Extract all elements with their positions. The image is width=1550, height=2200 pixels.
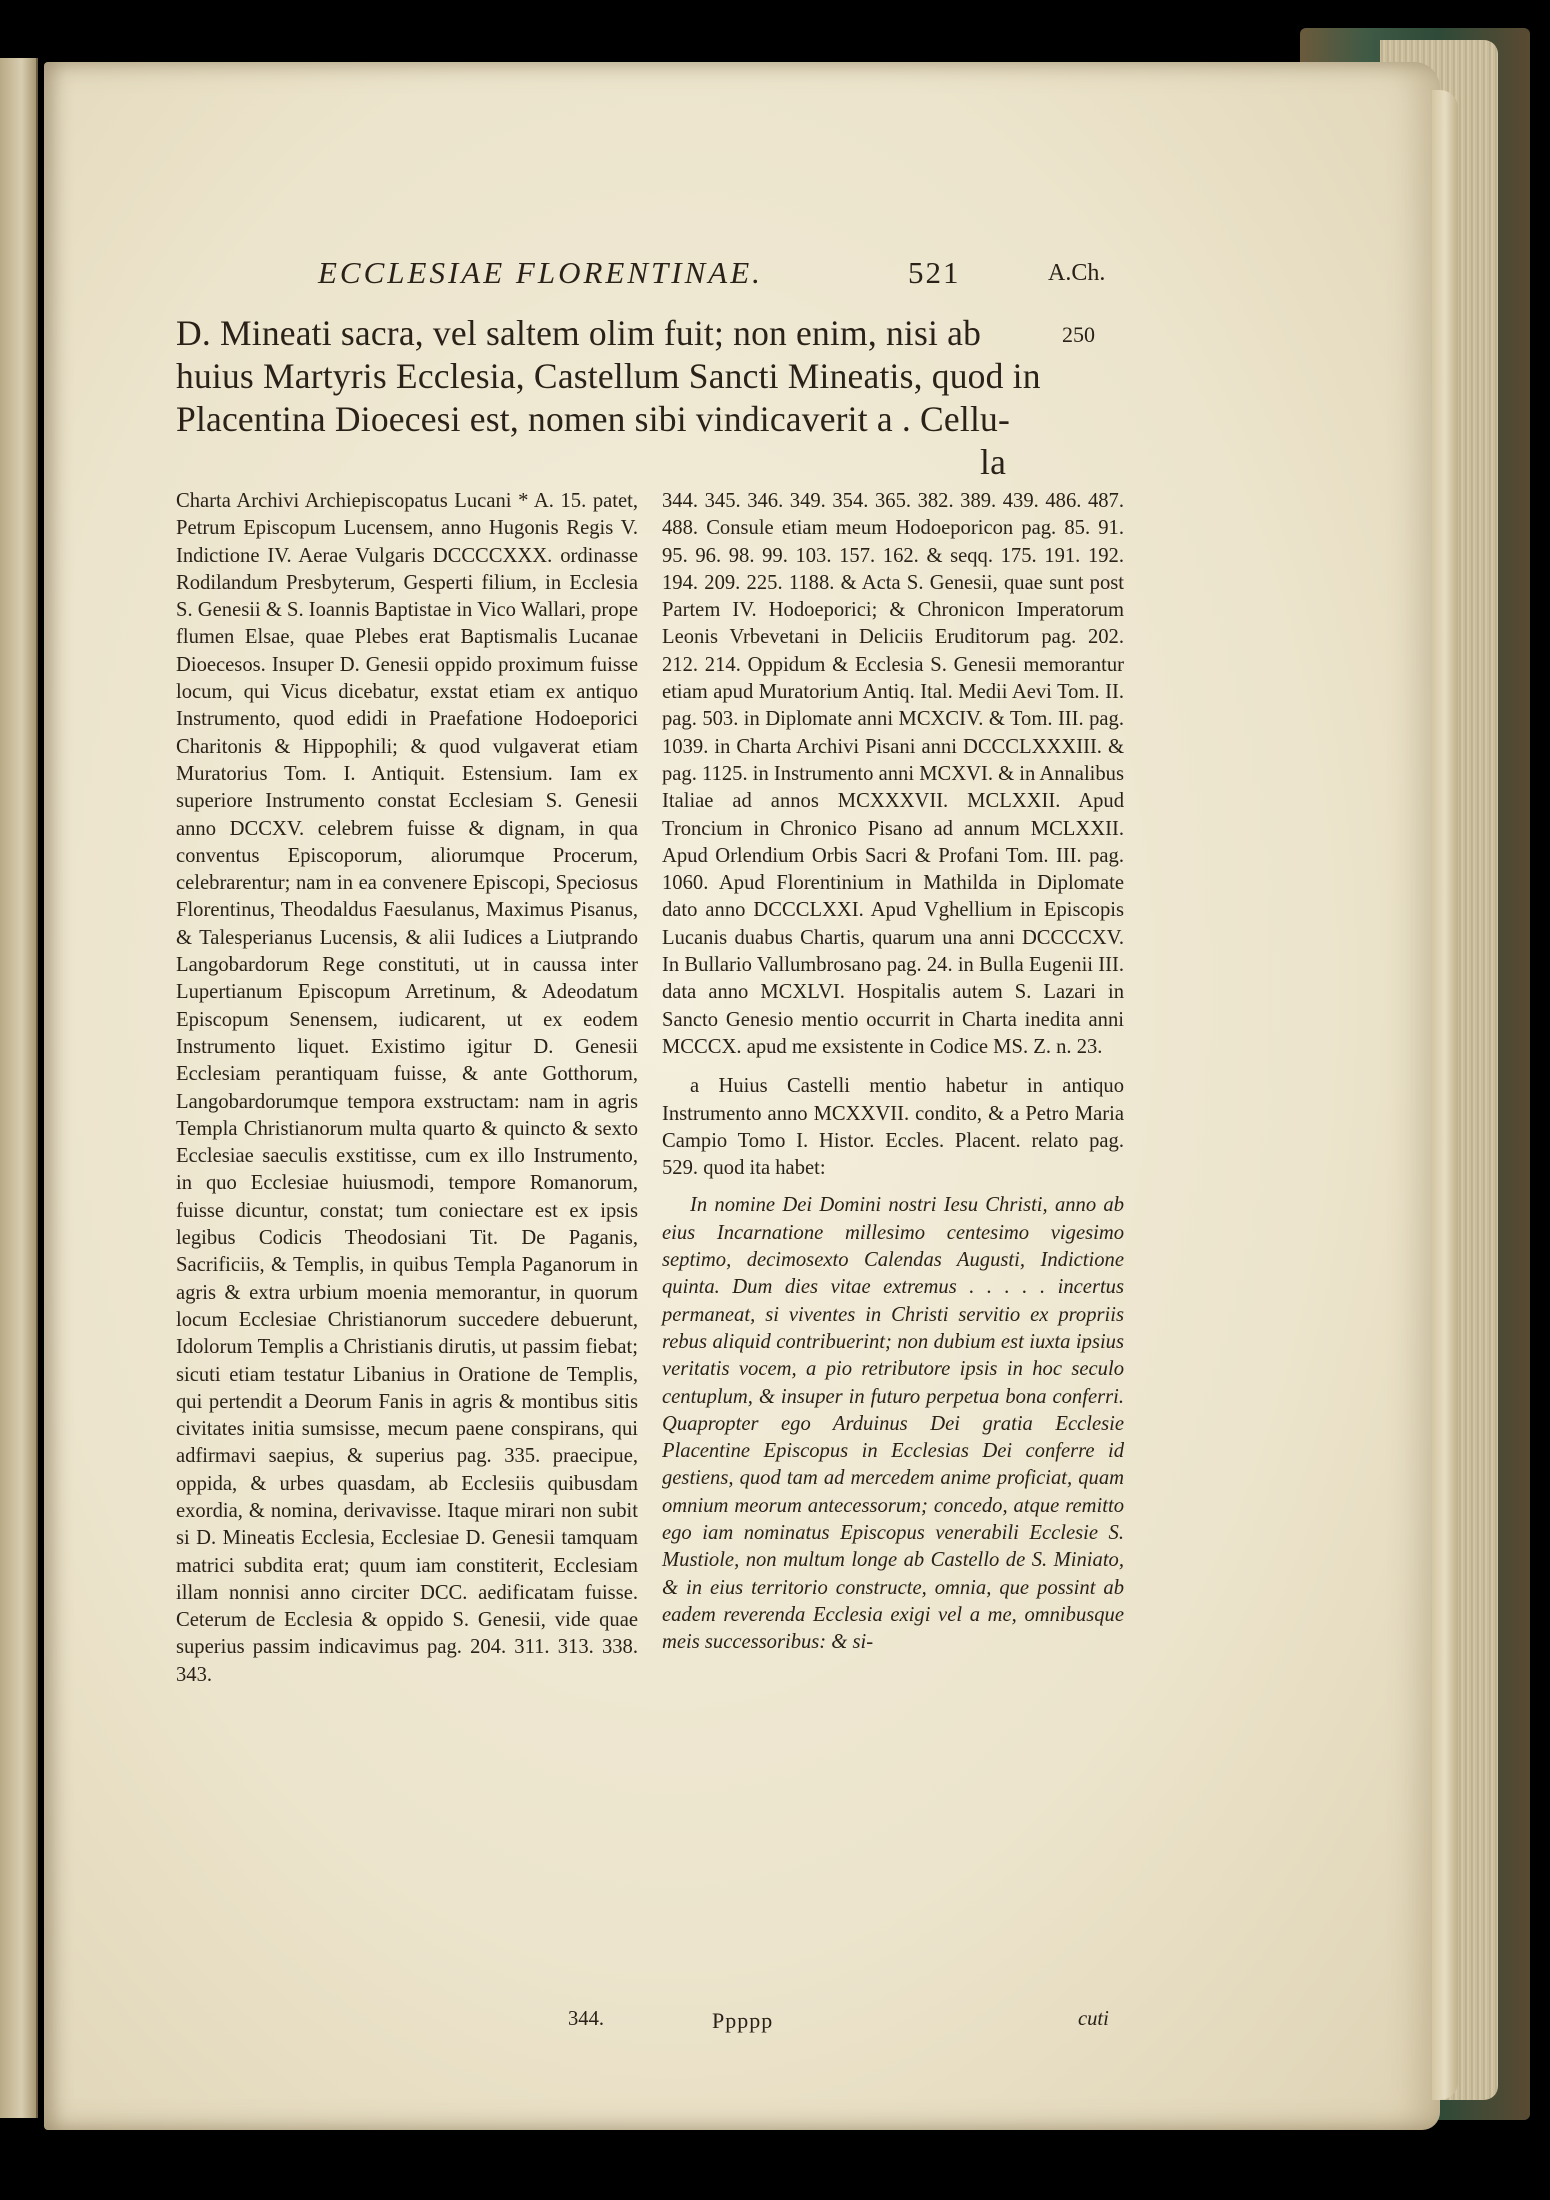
- signature-mark: Ppppp: [712, 2008, 774, 2033]
- left-column-text: Charta Archivi Archiepiscopatus Lucani * A. 15. patet, Petrum Episcopum Lucensem, anno Hugonis Regis V. Indictione IV. Aerae Vulgaris DCCCCXXX. ordinasse Rodilandum Presbyterum, Gesperti filium, in Ecclesia S. Genesii & S. Ioannis Baptistae in Vico Wallari, prope flumen Elsae, quae Plebes erat Baptismalis Lucanae Dioecesos. Insuper D. Genesii oppido proximum fuisse locum, qui Vicus dicebatur, exstat etiam ex antiquo Instrumento, quod edidi in Praefatione Hodoeporici Charitonis & Hippophili; & quod vulgaverat etiam Muratorius Tom. I. Antiquit. Estensium. Iam ex superiore Instrumento constat Ecclesiam S. Genesii anno DCCXV. celebrem fuisse & dignam, in qua conventus Episcoporum, aliorumque Procerum, celebrarentur; nam in ea convenere Episcopi, Speciosus Florentinus, Theodaldus Faesulanus, Maximus Pisanus, & Talesperianus Lucensis, & alii Iudices a Liutprando Langobardorum Rege constituti, ut in caussa inter Lupertianum Episcopum Arretinum, & Adeodatum Episcopum Senensem, iudicarent, ut ex eodem Instrumento liquet. Existimo igitur D. Genesii Ecclesiam perantiquam fuisse, & ante Gotthorum, Langobardorumque tempora exstructam: nam in agris Templa Christianorum multa quarto & quincto & sexto Ecclesiae saeculis exstitisse, cum ex illo Instrumento, in quo Ecclesiae huiusmodi, tempore Romanorum, fuisse dicuntur, constat; tum coniectare est ex ipsis legibus Codicis Theodosiani Tit. De Paganis, Sacrificiis, & Templis, in quibus Templa Paganorum in agris & extra urbium moenia memorantur, in quorum locum Ecclesiae Christianorum succedere debuerunt, Idolorum Templis a Christianis dirutis, ut passim fiebat; sicuti etiam testatur Libanius in Oratione de Templis, qui pertendit a Deorum Fanis in agris & montibus sitis civitates initia sumsisse, mecum paene conspirans, qui adfirmavi saepius, & superius pag. 335. praecipue, oppida, & urbes quasdam, ab Ecclesiis quibusdam exordia, & nomina, derivavisse. Itaque mirari non subit si D. Mineatis Ecclesia, Ecclesiae D. Genesii tamquam matrici subdita erat; quum iam constiterit, Ecclesiam illam nonnisi anno circiter DCC. aedificatam fuisse. Ceterum de Ecclesia & oppido S. Genesii, vide quae superius passim indicavimus pag. 204. 311. 313. 338. 343.: [176, 490, 638, 1686]
- page-curl: [1432, 90, 1458, 2100]
- main-catchword: la: [980, 442, 1007, 482]
- right-catchword: cuti: [1078, 2008, 1109, 2030]
- main-line: D. Mineati sacra, vel saltem olim fuit; non enim, nisi ab: [176, 313, 982, 353]
- running-head: [318, 255, 1178, 299]
- footnote-right-column: [662, 488, 1124, 1656]
- main-line: huius Martyris Ecclesia, Castellum Sancti Mineatis, quod in: [176, 356, 1041, 396]
- era-label: A.Ch.: [1048, 260, 1106, 286]
- right-column-paragraph: 344. 345. 346. 349. 354. 365. 382. 389. 439. 486. 487. 488. Consule etiam meum Hodoeporicon pag. 85. 91. 95. 96. 98. 99. 103. 157. 162. & seqq. 175. 191. 192. 194. 209. 225. 1188. & Acta S. Genesii, quae sunt post Partem IV. Hodoeporici; & Chronicon Imperatorum Leonis Vrbevetani in Deliciis Eruditorum pag. 202. 212. 214. Oppidum & Ecclesia S. Genesii memorantur etiam apud Muratorium Antiq. Ital. Medii Aevi Tom. II. pag. 503. in Diplomate anni MCXCIV. & Tom. III. pag. 1039. in Charta Archivi Pisani anni DCCCLXXXIII. & pag. 1125. in Instrumento anni MCXVI. & in Annalibus Italiae ad annos MCXXXVII. MCLXXII. Apud Troncium in Chronico Pisano ad annum MCLXXII. Apud Orlendium Orbis Sacri & Profani Tom. III. pag. 1060. Apud Florentinium in Mathilda in Diplomate dato anno DCCCLXXI. Apud Vghellium in Episcopis Lucanis duabus Chartis, quarum una anni DCCCCXV. In Bullario Vallumbrosano pag. 24. in Bulla Eugenii III. data anno MCXLVI. Hospitalis autem S. Lazari in Sancto Genesio mentio occurrit in Charta inedita anni MCCCX. apud me exsistente in Codice MS. Z. n. 23.: [662, 490, 1124, 1058]
- left-page-edge: [0, 58, 38, 2118]
- charter-quote: In nomine Dei Domini nostri Iesu Christi, anno ab eius Incarnatione millesimo centesimo vigesimo septimo, decimosexto Calendas Augusti, Indictione quinta. Dum dies vitae extremus . . . . . incertus permaneat, si viventes in Christi servitio ex propriis rebus aliquid contribuerint; non dubium est iuxta ipsius veritatis vocem, a pio retributore ipsis in hoc seculo centuplum, & insuper in futuro perpetua bona conferri. Quapropter ego Arduinus Dei gratia Ecclesie Placentine Episcopus in Ecclesias Dei conferre id gestiens, quod tam ad mercedem anime proficiat, quam omnium meorum antecessorum; concedo, atque remitto ego iam nominatus Episcopus venerabili Ecclesie S. Mustiole, non multum longe ab Castello de S. Miniato, & in eius territorio constructe, omnia, que possint ab eadem reverenda Ecclesia exigi vel a me, omnibusque meis successoribus: & si-: [662, 1194, 1124, 1654]
- footnote-a: a Huius Castelli mentio habetur in antiquo Instrumento anno MCXXVII. condito, & a Petro Maria Campio Tomo I. Histor. Eccles. Placent. relato pag. 529. quod ita habet:: [662, 1075, 1124, 1180]
- running-title: ECCLESIAE FLORENTINAE.: [318, 255, 763, 290]
- page-number: 521: [908, 255, 961, 290]
- footnote-left-column: [176, 488, 638, 1689]
- main-line: Placentina Dioecesi est, nomen sibi vindicaverit a . Cellu-: [176, 399, 1010, 439]
- margin-year: 250: [1062, 322, 1095, 347]
- left-catchnum: 344.: [568, 2008, 605, 2030]
- main-text: [176, 312, 1076, 484]
